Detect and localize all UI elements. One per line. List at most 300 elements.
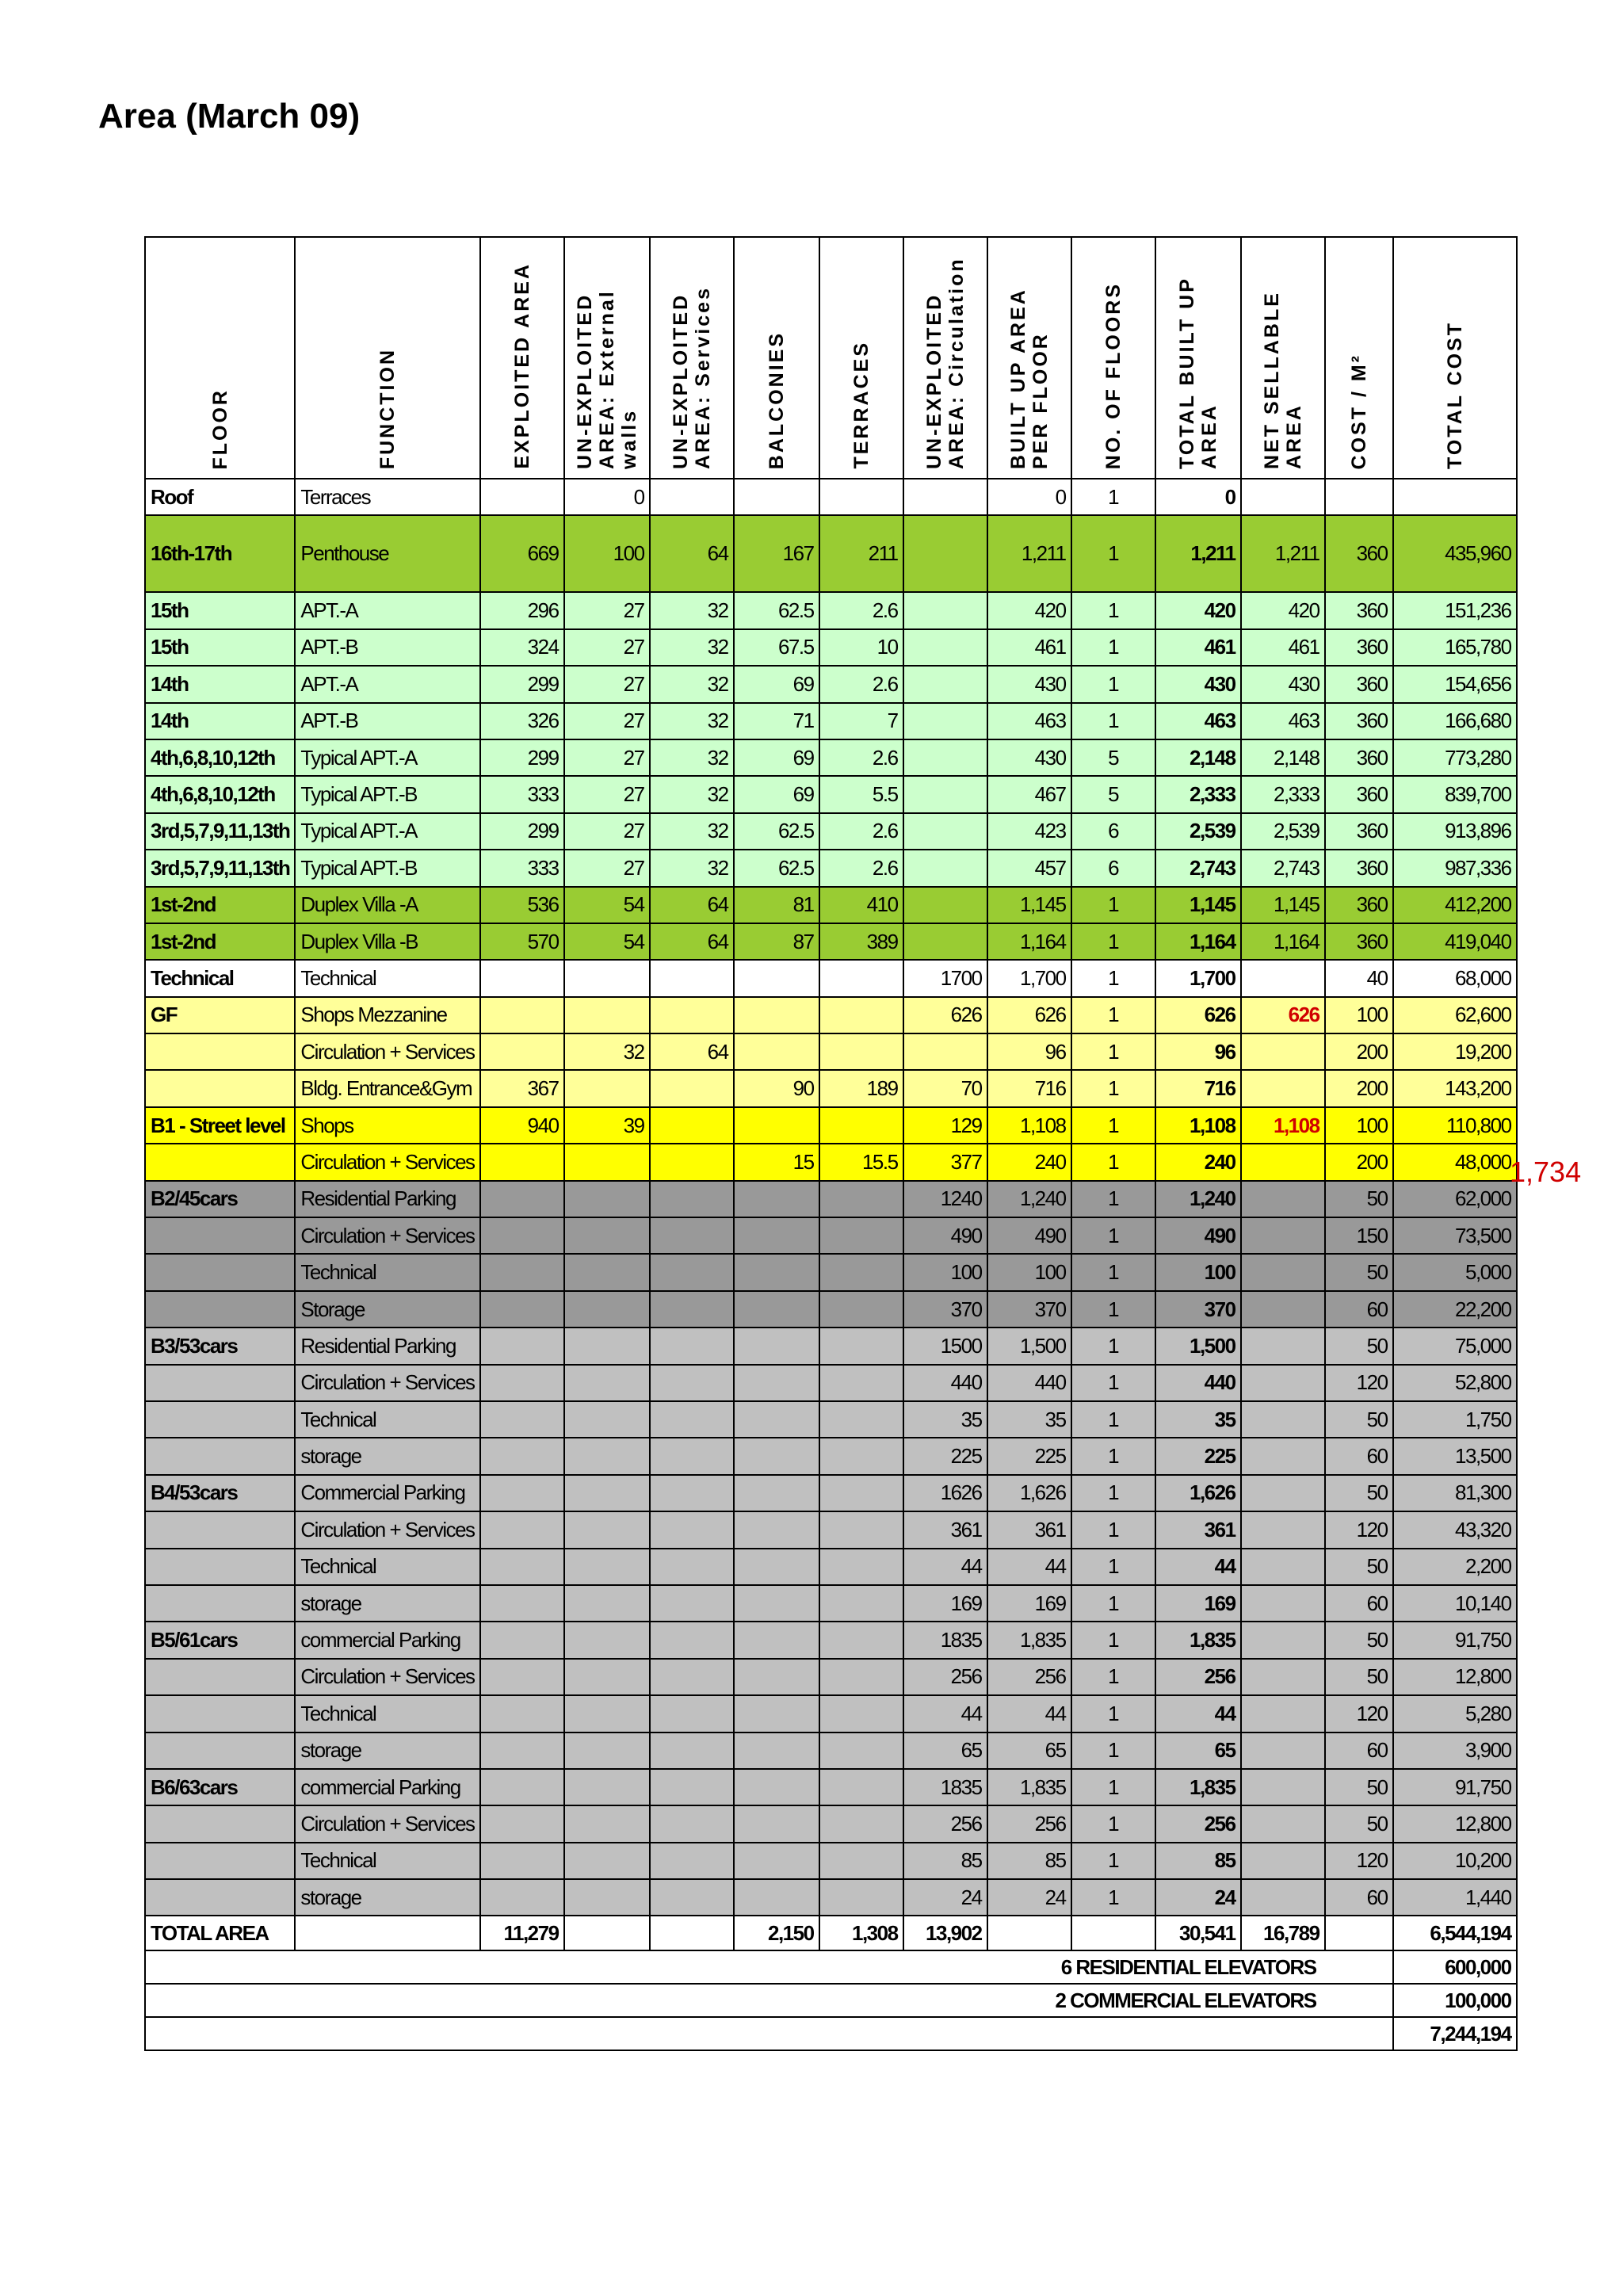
value-cell — [564, 1181, 650, 1217]
value-cell — [564, 1879, 650, 1916]
value-cell: 10,140 — [1393, 1585, 1517, 1622]
value-cell: 24 — [987, 1879, 1071, 1916]
value-cell — [480, 1769, 564, 1805]
value-cell — [650, 1622, 734, 1658]
value-cell — [903, 592, 987, 628]
value-cell: 200 — [1325, 1144, 1393, 1180]
value-cell: 60 — [1325, 1879, 1393, 1916]
value-cell: 27 — [564, 776, 650, 812]
value-cell: 1,240 — [987, 1181, 1071, 1217]
table-row — [145, 813, 1517, 850]
value-cell: 1835 — [903, 1769, 987, 1805]
value-cell: 64 — [650, 1033, 734, 1070]
floor-cell: B3/53cars — [145, 1328, 295, 1364]
value-cell: 410 — [819, 887, 903, 923]
area-cost-table — [144, 236, 1518, 2051]
function-cell: Shops — [295, 1107, 479, 1144]
summary-row — [145, 2017, 1517, 2050]
value-cell: 1 — [1071, 1511, 1155, 1548]
header-cell: FUNCTION — [295, 237, 479, 479]
value-cell: 1 — [1071, 887, 1155, 923]
value-cell: 1 — [1071, 1622, 1155, 1658]
value-cell: 1 — [1071, 1769, 1155, 1805]
value-cell: 151,236 — [1393, 592, 1517, 628]
function-cell: Technical — [295, 1401, 479, 1438]
header-cell: BALCONIES — [734, 237, 819, 479]
value-cell: 27 — [564, 592, 650, 628]
floor-cell — [145, 1401, 295, 1438]
value-cell — [480, 1291, 564, 1328]
value-cell — [819, 1401, 903, 1438]
value-cell: 60 — [1325, 1733, 1393, 1769]
value-cell — [734, 1733, 819, 1769]
function-cell: Penthouse — [295, 515, 479, 592]
value-cell — [564, 1843, 650, 1879]
value-cell: 370 — [903, 1291, 987, 1328]
table-row — [145, 923, 1517, 960]
header-cell: FLOOR — [145, 237, 295, 479]
value-cell: 1 — [1071, 515, 1155, 592]
value-cell: 987,336 — [1393, 850, 1517, 886]
value-cell: 1500 — [903, 1328, 987, 1364]
value-cell — [819, 1328, 903, 1364]
value-cell: 81,300 — [1393, 1475, 1517, 1511]
value-cell: 110,800 — [1393, 1107, 1517, 1144]
value-cell: 360 — [1325, 813, 1393, 850]
value-cell: 256 — [987, 1805, 1071, 1842]
table-row — [145, 1475, 1517, 1511]
value-cell: 1,700 — [1155, 960, 1241, 996]
value-cell: 35 — [1155, 1401, 1241, 1438]
value-cell: 430 — [1241, 666, 1325, 702]
value-cell — [1241, 1733, 1325, 1769]
table-row — [145, 1879, 1517, 1916]
floor-cell — [145, 1549, 295, 1585]
table-row — [145, 592, 1517, 628]
value-cell: 1 — [1071, 1291, 1155, 1328]
value-cell: 54 — [564, 887, 650, 923]
value-cell: 1 — [1071, 1879, 1155, 1916]
table-row — [145, 1843, 1517, 1879]
value-cell — [819, 1254, 903, 1290]
value-cell — [734, 1401, 819, 1438]
value-cell — [734, 1549, 819, 1585]
header-cell: BUILT UP AREA PER FLOOR — [987, 237, 1071, 479]
value-cell: 44 — [1155, 1695, 1241, 1732]
floor-cell: 1st-2nd — [145, 923, 295, 960]
blank-cell — [295, 1916, 479, 1950]
summary-value: 7,244,194 — [1393, 2017, 1517, 2050]
value-cell: 256 — [1155, 1805, 1241, 1842]
value-cell — [903, 629, 987, 666]
value-cell: 1 — [1071, 1733, 1155, 1769]
value-cell — [1241, 1769, 1325, 1805]
value-cell: 1,108 — [1155, 1107, 1241, 1144]
value-cell — [480, 1438, 564, 1474]
value-cell — [819, 1475, 903, 1511]
value-cell: 27 — [564, 703, 650, 739]
value-cell — [480, 1733, 564, 1769]
value-cell: 1 — [1071, 923, 1155, 960]
value-cell: 35 — [987, 1401, 1071, 1438]
value-cell — [650, 1843, 734, 1879]
value-cell: 490 — [903, 1217, 987, 1254]
value-cell: 1,145 — [1155, 887, 1241, 923]
value-cell — [564, 1217, 650, 1254]
value-cell: 12,800 — [1393, 1659, 1517, 1695]
value-cell: 463 — [987, 703, 1071, 739]
value-cell: 1240 — [903, 1181, 987, 1217]
value-cell — [734, 479, 819, 515]
table-row — [145, 1438, 1517, 1474]
value-cell: 5 — [1071, 776, 1155, 812]
function-cell: Residential Parking — [295, 1328, 479, 1364]
value-cell: 299 — [480, 739, 564, 776]
value-cell — [903, 1033, 987, 1070]
value-cell: 256 — [903, 1659, 987, 1695]
value-cell: 1,164 — [1155, 923, 1241, 960]
value-cell: 65 — [1155, 1733, 1241, 1769]
value-cell — [903, 813, 987, 850]
value-cell — [734, 997, 819, 1033]
value-cell: 457 — [987, 850, 1071, 886]
function-cell: storage — [295, 1879, 479, 1916]
value-cell: 64 — [650, 887, 734, 923]
value-cell: 32 — [564, 1033, 650, 1070]
value-cell — [650, 1695, 734, 1732]
value-cell: 7 — [819, 703, 903, 739]
value-cell: 360 — [1325, 776, 1393, 812]
value-cell: 3,900 — [1393, 1733, 1517, 1769]
value-cell — [819, 1033, 903, 1070]
function-cell: Circulation + Services — [295, 1805, 479, 1842]
value-cell: 32 — [650, 629, 734, 666]
value-cell: 0 — [1155, 479, 1241, 515]
value-cell — [1241, 1622, 1325, 1658]
value-cell — [1241, 1033, 1325, 1070]
value-cell: 24 — [1155, 1879, 1241, 1916]
value-cell: 27 — [564, 739, 650, 776]
value-cell — [734, 1217, 819, 1254]
value-cell — [650, 1805, 734, 1842]
value-cell: 626 — [987, 997, 1071, 1033]
value-cell — [564, 1805, 650, 1842]
value-cell: 490 — [1155, 1217, 1241, 1254]
value-cell — [650, 997, 734, 1033]
floor-cell: B2/45cars — [145, 1181, 295, 1217]
function-cell: Circulation + Services — [295, 1511, 479, 1548]
value-cell — [480, 1401, 564, 1438]
value-cell: 44 — [903, 1549, 987, 1585]
floor-cell: B5/61cars — [145, 1622, 295, 1658]
header-cell: COST / M² — [1325, 237, 1393, 479]
value-cell: 1 — [1071, 1144, 1155, 1180]
value-cell: 1,750 — [1393, 1401, 1517, 1438]
value-cell: 536 — [480, 887, 564, 923]
value-cell: 91,750 — [1393, 1769, 1517, 1805]
value-cell: 2,743 — [1241, 850, 1325, 886]
value-cell: 71 — [734, 703, 819, 739]
value-cell: 2,539 — [1241, 813, 1325, 850]
floor-cell: 4th,6,8,10,12th — [145, 776, 295, 812]
value-cell: 1 — [1071, 1659, 1155, 1695]
value-cell: 1,835 — [1155, 1622, 1241, 1658]
value-cell — [564, 1549, 650, 1585]
value-cell — [564, 1365, 650, 1401]
total-value-cell — [987, 1916, 1071, 1950]
value-cell — [1241, 1328, 1325, 1364]
total-row — [145, 1916, 1517, 1950]
value-cell: 15.5 — [819, 1144, 903, 1180]
value-cell: 225 — [903, 1438, 987, 1474]
summary-value: 600,000 — [1393, 1950, 1517, 1984]
value-cell: 2.6 — [819, 592, 903, 628]
value-cell: 1,500 — [1155, 1328, 1241, 1364]
value-cell: 10 — [819, 629, 903, 666]
value-cell: 50 — [1325, 1475, 1393, 1511]
value-cell — [1241, 1438, 1325, 1474]
value-cell: 154,656 — [1393, 666, 1517, 702]
value-cell — [1241, 1805, 1325, 1842]
value-cell — [819, 1181, 903, 1217]
function-cell: Typical APT.-B — [295, 850, 479, 886]
value-cell — [650, 1328, 734, 1364]
value-cell: 85 — [903, 1843, 987, 1879]
floor-cell — [145, 1843, 295, 1879]
value-cell — [734, 1475, 819, 1511]
value-cell: 412,200 — [1393, 887, 1517, 923]
value-cell — [564, 1695, 650, 1732]
value-cell: 1 — [1071, 997, 1155, 1033]
value-cell: 1 — [1071, 1107, 1155, 1144]
value-cell: 87 — [734, 923, 819, 960]
function-cell: Typical APT.-A — [295, 739, 479, 776]
value-cell: 120 — [1325, 1843, 1393, 1879]
value-cell: 200 — [1325, 1033, 1393, 1070]
value-cell: 1 — [1071, 703, 1155, 739]
floor-cell: B4/53cars — [145, 1475, 295, 1511]
function-cell: Technical — [295, 960, 479, 996]
value-cell: 326 — [480, 703, 564, 739]
value-cell: 360 — [1325, 666, 1393, 702]
value-cell: 1835 — [903, 1622, 987, 1658]
value-cell — [1241, 1365, 1325, 1401]
value-cell — [650, 1511, 734, 1548]
floor-cell — [145, 1033, 295, 1070]
table-row — [145, 1659, 1517, 1695]
value-cell: 1,164 — [1241, 923, 1325, 960]
value-cell: 69 — [734, 739, 819, 776]
value-cell: 5 — [1071, 739, 1155, 776]
value-cell — [564, 1070, 650, 1106]
value-cell: 166,680 — [1393, 703, 1517, 739]
value-cell: 240 — [987, 1144, 1071, 1180]
value-cell — [650, 1549, 734, 1585]
value-cell — [480, 1033, 564, 1070]
function-cell: APT.-A — [295, 666, 479, 702]
value-cell — [819, 997, 903, 1033]
function-cell: Circulation + Services — [295, 1033, 479, 1070]
function-cell: Circulation + Services — [295, 1365, 479, 1401]
value-cell: 370 — [987, 1291, 1071, 1328]
value-cell: 2,743 — [1155, 850, 1241, 886]
value-cell: 1,835 — [1155, 1769, 1241, 1805]
value-cell — [480, 1549, 564, 1585]
value-cell: 64 — [650, 923, 734, 960]
function-cell: Commercial Parking — [295, 1475, 479, 1511]
value-cell — [734, 1181, 819, 1217]
value-cell — [480, 1328, 564, 1364]
value-cell: 463 — [1241, 703, 1325, 739]
value-cell — [819, 1769, 903, 1805]
value-cell: 100 — [564, 515, 650, 592]
value-cell: 27 — [564, 813, 650, 850]
floor-cell — [145, 1805, 295, 1842]
floor-cell: GF — [145, 997, 295, 1033]
value-cell — [734, 1659, 819, 1695]
header-cell: NO. OF FLOORS — [1071, 237, 1155, 479]
function-cell: Typical APT.-B — [295, 776, 479, 812]
value-cell — [650, 1438, 734, 1474]
value-cell — [734, 1254, 819, 1290]
value-cell — [650, 1107, 734, 1144]
floor-cell — [145, 1511, 295, 1548]
value-cell — [734, 1805, 819, 1842]
value-cell: 70 — [903, 1070, 987, 1106]
value-cell: 361 — [987, 1511, 1071, 1548]
value-cell — [819, 1585, 903, 1622]
value-cell: 2.6 — [819, 813, 903, 850]
value-cell — [734, 1291, 819, 1328]
total-value-cell — [650, 1916, 734, 1950]
value-cell: 773,280 — [1393, 739, 1517, 776]
value-cell: 13,500 — [1393, 1438, 1517, 1474]
value-cell: 50 — [1325, 1181, 1393, 1217]
value-cell — [564, 1622, 650, 1658]
table-row — [145, 1144, 1517, 1180]
value-cell: 50 — [1325, 1622, 1393, 1658]
value-cell: 256 — [987, 1659, 1071, 1695]
value-cell: 100 — [1155, 1254, 1241, 1290]
value-cell: 85 — [1155, 1843, 1241, 1879]
value-cell: 50 — [1325, 1328, 1393, 1364]
function-cell: APT.-B — [295, 629, 479, 666]
value-cell: 296 — [480, 592, 564, 628]
value-cell: 68,000 — [1393, 960, 1517, 996]
value-cell: 10,200 — [1393, 1843, 1517, 1879]
value-cell — [1241, 1144, 1325, 1180]
value-cell — [1241, 1695, 1325, 1732]
value-cell — [819, 1291, 903, 1328]
value-cell: 1 — [1071, 1181, 1155, 1217]
value-cell — [819, 1365, 903, 1401]
function-cell: commercial Parking — [295, 1622, 479, 1658]
value-cell — [819, 1438, 903, 1474]
table-row — [145, 1511, 1517, 1548]
total-value-cell: 6,544,194 — [1393, 1916, 1517, 1950]
function-cell: Terraces — [295, 479, 479, 515]
value-cell: 360 — [1325, 592, 1393, 628]
total-value-cell: 30,541 — [1155, 1916, 1241, 1950]
value-cell: 120 — [1325, 1365, 1393, 1401]
value-cell — [480, 1843, 564, 1879]
value-cell — [819, 479, 903, 515]
value-cell: 60 — [1325, 1291, 1393, 1328]
value-cell — [650, 1475, 734, 1511]
value-cell: 100 — [987, 1254, 1071, 1290]
value-cell — [564, 1511, 650, 1548]
value-cell: 100 — [1325, 997, 1393, 1033]
value-cell: 1 — [1071, 666, 1155, 702]
value-cell: 1,211 — [1241, 515, 1325, 592]
header-cell: EXPLOITED AREA — [480, 237, 564, 479]
value-cell: 150 — [1325, 1217, 1393, 1254]
value-cell: 570 — [480, 923, 564, 960]
value-cell — [480, 1879, 564, 1916]
function-cell: APT.-A — [295, 592, 479, 628]
value-cell: 0 — [987, 479, 1071, 515]
value-cell: 52,800 — [1393, 1365, 1517, 1401]
value-cell: 2,200 — [1393, 1549, 1517, 1585]
value-cell — [819, 1695, 903, 1732]
value-cell: 65 — [987, 1733, 1071, 1769]
total-label: TOTAL AREA — [145, 1916, 295, 1950]
value-cell: 27 — [564, 629, 650, 666]
value-cell — [564, 1438, 650, 1474]
value-cell: 463 — [1155, 703, 1241, 739]
value-cell — [1241, 1511, 1325, 1548]
value-cell: 90 — [734, 1070, 819, 1106]
value-cell: 461 — [1155, 629, 1241, 666]
total-value-cell — [1071, 1916, 1155, 1950]
value-cell: 2.6 — [819, 739, 903, 776]
value-cell: 467 — [987, 776, 1071, 812]
value-cell: 1,211 — [987, 515, 1071, 592]
table-row — [145, 1033, 1517, 1070]
value-cell: 940 — [480, 1107, 564, 1144]
floor-cell — [145, 1585, 295, 1622]
value-cell: 430 — [987, 739, 1071, 776]
value-cell: 435,960 — [1393, 515, 1517, 592]
value-cell: 39 — [564, 1107, 650, 1144]
value-cell — [819, 1622, 903, 1658]
table-row — [145, 960, 1517, 996]
table-row — [145, 703, 1517, 739]
value-cell: 120 — [1325, 1695, 1393, 1732]
value-cell — [734, 1769, 819, 1805]
floor-cell — [145, 1144, 295, 1180]
function-cell: Technical — [295, 1549, 479, 1585]
function-cell: Technical — [295, 1843, 479, 1879]
value-cell: 19,200 — [1393, 1033, 1517, 1070]
table-row — [145, 1217, 1517, 1254]
value-cell — [650, 1879, 734, 1916]
value-cell: 839,700 — [1393, 776, 1517, 812]
value-cell — [903, 666, 987, 702]
value-cell — [903, 887, 987, 923]
value-cell — [819, 1733, 903, 1769]
value-cell: 370 — [1155, 1291, 1241, 1328]
header-cell: TOTAL BUILT UP AREA — [1155, 237, 1241, 479]
value-cell: 69 — [734, 776, 819, 812]
header-cell: UN-EXPLOITED AREA: Services — [650, 237, 734, 479]
value-cell — [480, 1659, 564, 1695]
value-cell: 1 — [1071, 1585, 1155, 1622]
value-cell: 62,000 — [1393, 1181, 1517, 1217]
value-cell — [564, 1254, 650, 1290]
header-cell: UN-EXPLOITED AREA: External walls — [564, 237, 650, 479]
value-cell — [480, 479, 564, 515]
